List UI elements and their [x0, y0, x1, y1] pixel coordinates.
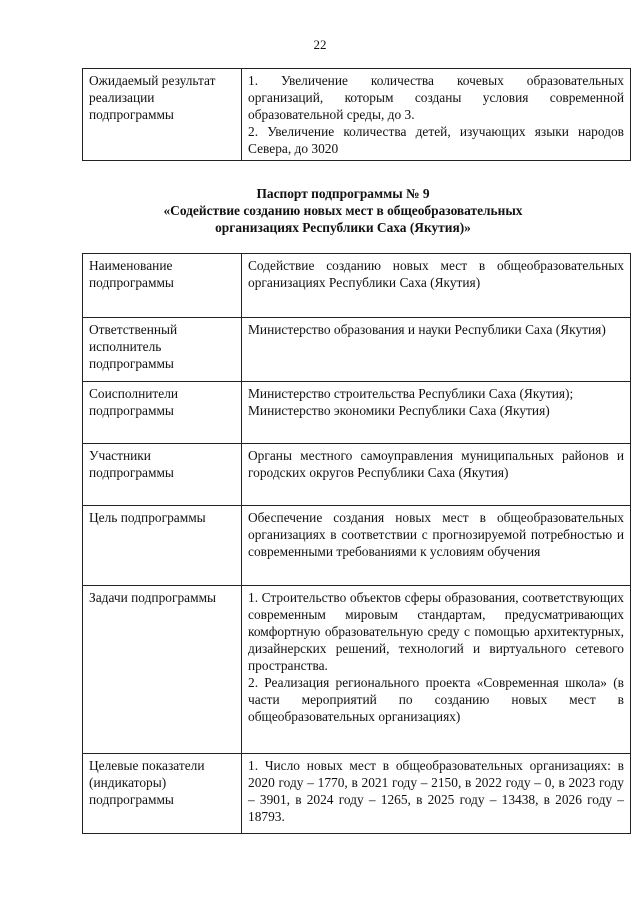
- row-label: Участники подпрограммы: [83, 444, 242, 506]
- row-value-item: 1. Увеличение количества кочевых образовательных организаций, которым созданы условия современной образовательной среды, до 3.: [248, 73, 624, 122]
- row-value: [242, 69, 631, 161]
- page-number: 22: [313, 37, 327, 52]
- row-label: Соисполнители подпрограммы: [83, 382, 242, 444]
- row-label: Наименование подпрограммы: [83, 254, 242, 318]
- row-value-item: Органы местного самоуправления муниципальных районов и городских округов Республики Саха (Якутия): [248, 448, 624, 480]
- row-value: [242, 444, 631, 506]
- table-row: [83, 444, 631, 506]
- passport-table: [82, 253, 631, 834]
- row-value-item: Министерство строительства Республики Саха (Якутия);: [248, 386, 574, 401]
- row-value: [242, 754, 631, 834]
- table-row: [83, 69, 631, 161]
- heading-line: организациях Республики Саха (Якутия)»: [215, 220, 471, 235]
- row-label: Задачи подпрограммы: [83, 586, 242, 754]
- row-value-item: 1. Строительство объектов сферы образования, соответствующих современным мировым стандартам, предусматривающих комфортную образовательную среду с помощью архитектурных, дизайнерских решений, технологий и виртуального сетевого пространства.: [248, 590, 624, 673]
- heading-line: «Содействие созданию новых мест в общеобразовательных: [163, 203, 523, 218]
- row-value: [242, 506, 631, 586]
- passport-heading: [82, 185, 604, 236]
- row-value: [242, 586, 631, 754]
- row-label: Ответственный исполнитель подпрограммы: [83, 318, 242, 382]
- table-row: [83, 382, 631, 444]
- heading-line: Паспорт подпрограммы № 9: [256, 186, 430, 201]
- row-label: Ожидаемый результат реализации подпрограммы: [83, 69, 242, 161]
- row-value-item: 2. Реализация регионального проекта «Современная школа» (в части мероприятий по созданию новых мест в общеобразовательных организациях): [248, 675, 624, 724]
- expected-result-table: [82, 68, 631, 161]
- table-row: [83, 586, 631, 754]
- row-value: [242, 382, 631, 444]
- row-value-item: Министерство экономики Республики Саха (Якутия): [248, 403, 550, 418]
- row-label: Цель подпрограммы: [83, 506, 242, 586]
- row-value: [242, 318, 631, 382]
- row-value: [242, 254, 631, 318]
- row-value-item: Министерство образования и науки Республики Саха (Якутия): [248, 322, 606, 337]
- table-row: [83, 506, 631, 586]
- table-row: [83, 754, 631, 834]
- row-value-item: Обеспечение создания новых мест в общеобразовательных организациях в соответствии с прогнозируемой потребностью и современными требованиями к условиям обучения: [248, 510, 624, 559]
- table-row: [83, 254, 631, 318]
- row-value-item: Содействие созданию новых мест в общеобразовательных организациях Республики Саха (Якутия): [248, 258, 624, 290]
- row-value-item: 1. Число новых мест в общеобразовательных организациях: в 2020 году – 1770, в 2021 году – 2150, в 2022 году – 0, в 2023 году – 3901, в 2024 году – 1265, в 2025 году – 13438, в 2026 году – 18793.: [248, 758, 624, 824]
- row-label: Целевые показатели (индикаторы) подпрограммы: [83, 754, 242, 834]
- row-value-item: 2. Увеличение количества детей, изучающих языки народов Севера, до 3020: [248, 124, 624, 156]
- table-row: [83, 318, 631, 382]
